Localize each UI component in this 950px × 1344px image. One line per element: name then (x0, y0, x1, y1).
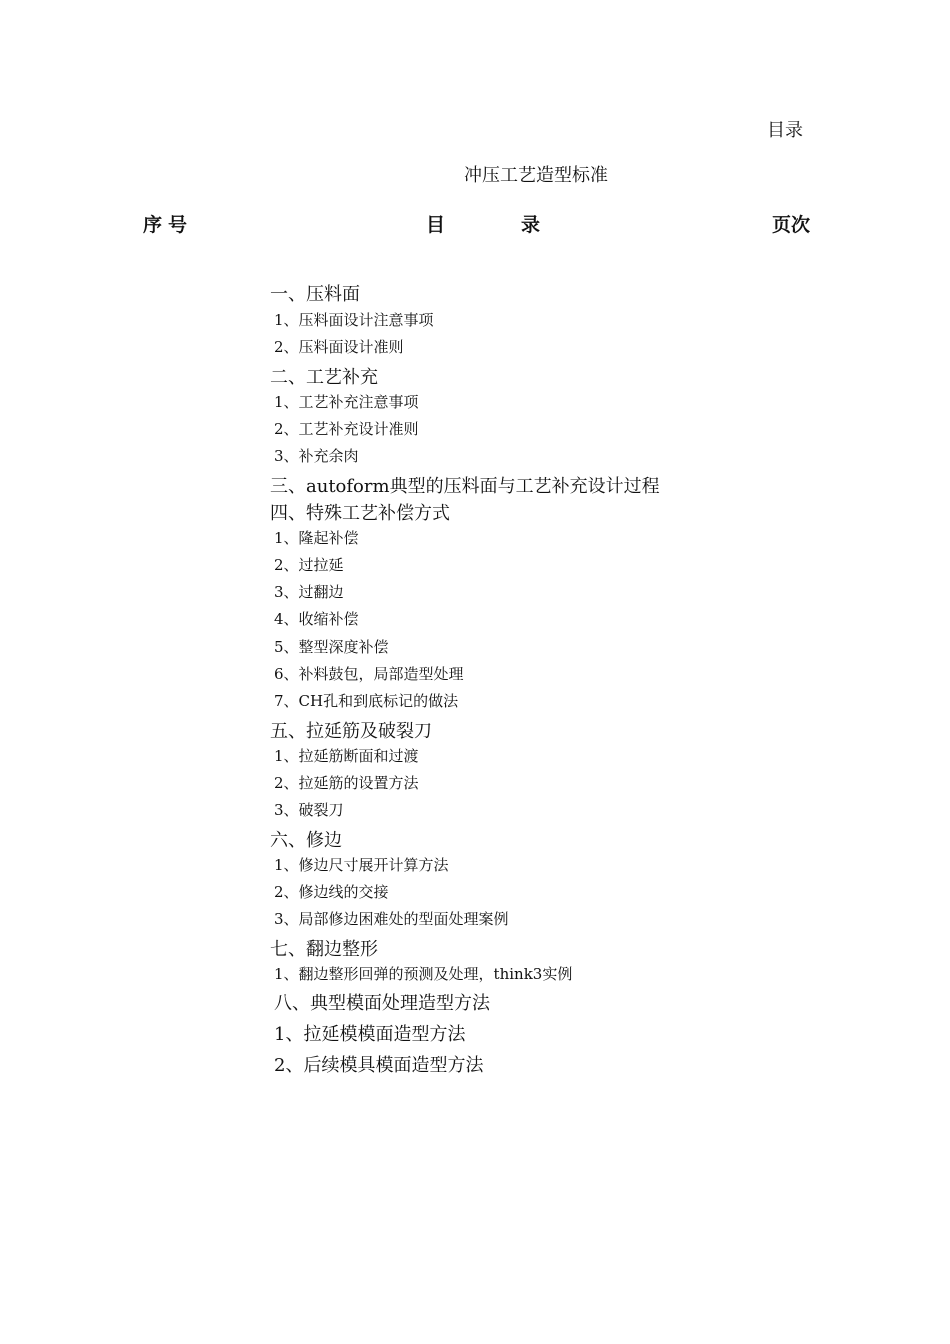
toc-chapter: 二、工艺补充 (270, 367, 378, 388)
toc-item: 3、局部修边困难处的型面处理案例 (274, 910, 509, 928)
toc-chapter: 五、拉延筋及破裂刀 (270, 721, 432, 742)
toc-item: 1、压料面设计注意事项 (274, 311, 434, 329)
toc-item: 3、补充余肉 (274, 447, 359, 465)
toc-item: 2、拉延筋的设置方法 (274, 774, 419, 792)
toc-item: 1、隆起补偿 (274, 529, 359, 547)
toc-item: 3、过翻边 (274, 583, 344, 601)
toc-chapter: 四、特殊工艺补偿方式 (270, 503, 450, 524)
toc-item: 5、整型深度补偿 (274, 638, 389, 656)
toc-chapter: 一、压料面 (270, 284, 360, 305)
toc-item: 2、工艺补充设计准则 (274, 420, 419, 438)
toc-item: 7、CH孔和到底标记的做法 (274, 692, 459, 710)
header-contents-mu: 目 (426, 214, 446, 236)
toc-chapter: 七、翻边整形 (270, 939, 378, 960)
header-page: 页次 (772, 214, 811, 236)
toc-item: 1、拉延筋断面和过渡 (274, 747, 419, 765)
toc-item: 6、补料鼓包，局部造型处理 (274, 665, 464, 683)
toc-item: 3、破裂刀 (274, 801, 344, 819)
toc-item: 2、过拉延 (274, 556, 344, 574)
toc-item: 八、典型模面处理造型方法 (274, 993, 490, 1014)
toc-item: 4、收缩补偿 (274, 610, 359, 628)
toc-item: 1、工艺补充注意事项 (274, 393, 419, 411)
toc-chapter: 六、修边 (270, 830, 342, 851)
toc-item: 2、后续模具模面造型方法 (274, 1055, 484, 1076)
document-title: 冲压工艺造型标准 (464, 165, 608, 186)
toc-chapter: 三、autoform典型的压料面与工艺补充设计过程 (270, 476, 660, 497)
header-sequence: 序号 (143, 214, 194, 236)
toc-item: 2、压料面设计准则 (274, 338, 404, 356)
header-contents-lu: 录 (521, 214, 541, 236)
toc-item: 1、修边尺寸展开计算方法 (274, 856, 449, 874)
corner-title: 目录 (767, 120, 803, 141)
toc-item: 2、修边线的交接 (274, 883, 389, 901)
toc-item: 1、翻边整形回弹的预测及处理，think3实例 (274, 965, 573, 983)
toc-item: 1、拉延模模面造型方法 (274, 1024, 466, 1045)
